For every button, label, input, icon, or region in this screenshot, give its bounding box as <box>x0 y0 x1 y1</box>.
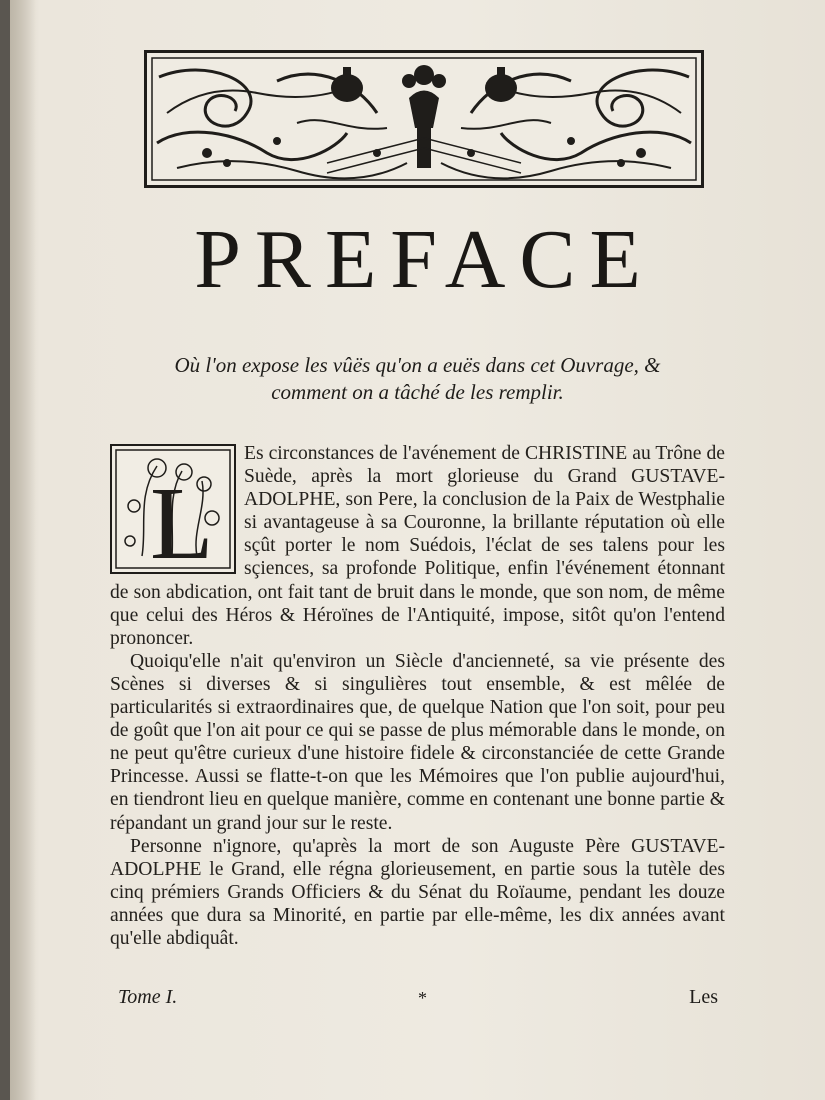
page-subtitle <box>10 352 825 406</box>
page-title: PREFACE <box>194 213 655 306</box>
body-text <box>110 442 725 950</box>
page-gutter-shadow <box>10 0 36 1100</box>
page-footer <box>118 986 718 1012</box>
subtitle-line-1: Où l'on expose les vûës qu'on a euës dans cet Ouvrage, & <box>174 353 661 377</box>
svg-text:L: L <box>150 466 214 572</box>
asterisk-mark: * <box>418 988 427 1008</box>
decorated-initial <box>110 444 236 574</box>
paragraph-1: Es circonstances de l'avénement de CHRISTINE au Trône de Suède, après la mort glorieuse du Grand GUSTAVE-ADOLPHE, son Pere, la conclusion de la Paix de Westphalie si avantageuse à sa Couronne, la brillante réputation où elle sçût porter le nom Suédois, l'éclat de ses talens pour les sçiences, sa profonde Politique, enfin l'événement étonnant de son abdication, ont fait tant de bruit dans le monde, que son nom, de même que celui des Héros & Héroïnes de l'Antiquité, impose, sitôt qu'on l'entend prononcer. <box>110 443 725 649</box>
book-page <box>10 0 825 1100</box>
ornamental-headpiece <box>144 50 704 188</box>
paragraph-2: Quoiqu'elle n'ait qu'environ un Siècle d'ancienneté, sa vie présente des Scènes si diverses & si singulières tout ensemble, & est mêlée de particularités si extraordinaires que, de quelque Nation que l'on soit, pour peu de goût que l'on ait pour ce qui se passe de plus mémorable dans le monde, on ne peut qu'être curieux d'une histoire fidele & circonstanciée de cette Grande Princesse. Aussi se flatte-t-on que les Mémoires que l'on publie aujourd'hui, en tiendront lieu en quelque manière, comme en contenant une bonne partie & répandant un grand jour sur le reste. <box>110 650 725 834</box>
subtitle-line-2: comment on a tâché de les remplir. <box>271 380 564 404</box>
catchword: Les <box>689 986 718 1008</box>
signature-mark: Tome I. <box>118 986 178 1008</box>
paragraph-3: Personne n'ignore, qu'après la mort de son Auguste Père GUSTAVE-ADOLPHE le Grand, elle régna glorieusement, en partie sous la tutèle des cinq prémiers Grands Officiers & du Sénat du Roïaume, pendant les douze années que dura sa Minorité, en partie par elle-même, les dix années avant qu'elle abdiquât. <box>110 835 725 949</box>
